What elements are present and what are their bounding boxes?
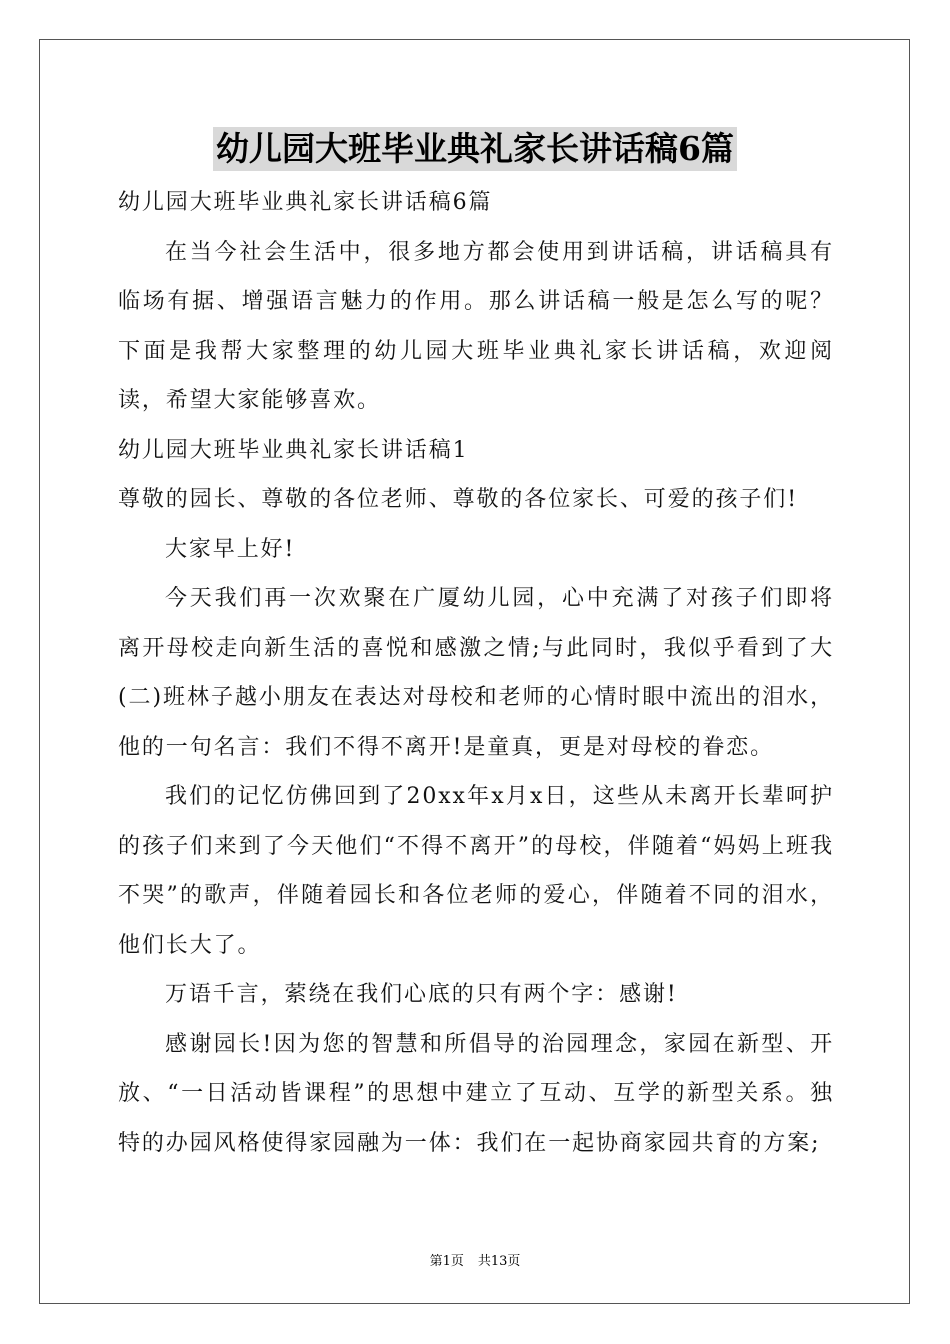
paragraph: 在当今社会生活中，很多地方都会使用到讲话稿，讲话稿具有临场有据、增强语言魅力的作用。那么讲话稿一般是怎么写的呢？下面是我帮大家整理的幼儿园大班毕业典礼家长讲话稿，欢迎阅读，希望大家能够喜欢。 — [118, 239, 834, 413]
page-footer — [0, 1250, 950, 1269]
title-container — [0, 127, 950, 171]
document-body — [118, 178, 834, 1168]
paragraph: 幼儿园大班毕业典礼家长讲话稿1 — [118, 437, 469, 463]
total-pages: 共13页 — [477, 1254, 521, 1269]
paragraph: 幼儿园大班毕业典礼家长讲话稿6篇 — [118, 190, 493, 215]
paragraph: 今天我们再一次欢聚在广厦幼儿园，心中充满了对孩子们即将离开母校走向新生活的喜悦和感激之情;与此同时，我似乎看到了大(二)班林子越小朋友在表达对母校和老师的心情时眼中流出的泪水，他的一句名言：我们不得不离开!是童真，更是对母校的眷恋。 — [118, 586, 834, 760]
paragraph: 大家早上好! — [165, 536, 296, 562]
paragraph: 感谢园长!因为您的智慧和所倡导的治园理念，家园在新型、开放、“一日活动皆课程”的思想中建立了互动、互学的新型关系。独特的办园风格使得家园融为一体：我们在一起协商家园共育的方案; — [118, 1031, 834, 1156]
paragraph: 尊敬的园长、尊敬的各位老师、尊敬的各位家长、可爱的孩子们! — [118, 487, 798, 512]
paragraph: 我们的记忆仿佛回到了20xx年x月x日，这些从未离开长辈呵护的孩子们来到了今天他们“不得不离开”的母校，伴随着“妈妈上班我不哭”的歌声，伴随着园长和各位老师的爱心，伴随着不同的泪水，他们长大了。 — [118, 784, 834, 958]
page-number: 第1页 — [429, 1254, 464, 1269]
paragraph: 万语千言，萦绕在我们心底的只有两个字：感谢! — [165, 982, 678, 1007]
document-title: 幼儿园大班毕业典礼家长讲话稿6篇 — [213, 127, 737, 171]
